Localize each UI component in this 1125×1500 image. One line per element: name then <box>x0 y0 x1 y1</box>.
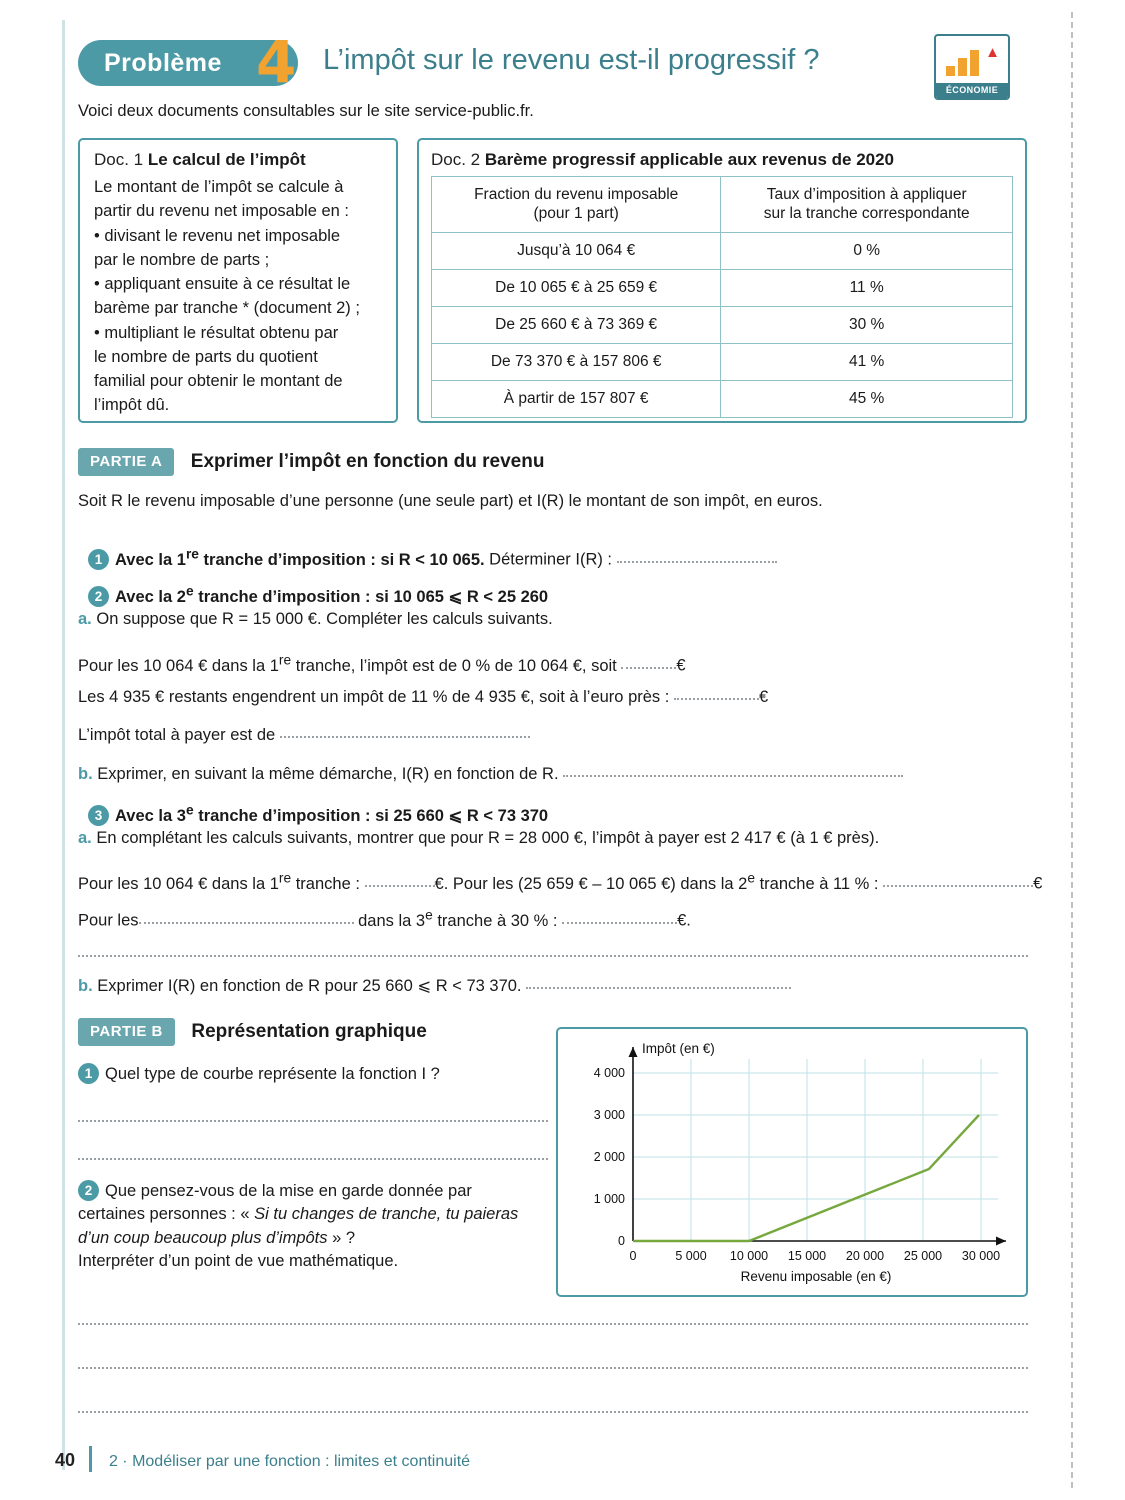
table-header-fraction-line1: Fraction du revenu imposable <box>474 186 679 203</box>
calc-line-5-c: €. <box>677 911 691 930</box>
answer-blank[interactable] <box>883 885 1033 887</box>
svg-text:2 000: 2 000 <box>593 1150 625 1164</box>
doc1-line: • divisant le revenu net imposable <box>94 226 341 245</box>
cell-fraction: De 25 660 € à 73 369 € <box>432 306 721 343</box>
doc1-line: par le nombre de parts ; <box>94 250 270 269</box>
question-b2-line3-italic: d’un coup beaucoup plus d’impôts <box>78 1228 328 1247</box>
partie-a-heading <box>78 448 1028 476</box>
svg-text:5 000: 5 000 <box>675 1249 707 1263</box>
answer-blank-line[interactable] <box>78 1158 548 1160</box>
footer-divider <box>89 1446 92 1472</box>
problem-number: 4 <box>256 28 297 96</box>
doc1-line: le nombre de parts du quotient <box>94 347 318 366</box>
footer-chapter-sep: · <box>122 1453 128 1470</box>
calc-line-1-text: Pour les 10 064 € dans la 1re tranche, l’impôt est de 0 % de 10 064 €, soit <box>78 652 617 675</box>
svg-text:0: 0 <box>629 1249 637 1263</box>
question-a3 <box>88 800 548 828</box>
svg-text:20 000: 20 000 <box>845 1249 885 1263</box>
calc-line-3-text: L’impôt total à payer est de <box>78 726 276 744</box>
cell-taux: 11 % <box>721 269 1013 306</box>
answer-blank-line[interactable] <box>78 955 1028 957</box>
question-b2-line3-post: » ? <box>327 1228 356 1247</box>
doc1-label: Doc. 1 <box>94 150 144 169</box>
economie-badge-label: ÉCONOMIE <box>936 83 1008 98</box>
table-header-row <box>432 177 1013 233</box>
page-title: L’impôt sur le revenu est-il progressif ? <box>323 44 820 76</box>
sub-label-b: b. <box>78 977 93 995</box>
answer-blank-line[interactable] <box>78 1411 1028 1413</box>
question-number: 2 <box>78 1180 99 1201</box>
calc-line-5-a: Pour les <box>78 911 139 930</box>
calc-line-1-unit: € <box>676 656 686 675</box>
x-axis-arrow <box>996 1237 1006 1246</box>
doc2-box <box>417 138 1027 423</box>
question-a3a <box>78 827 879 851</box>
question-number: 1 <box>78 1063 99 1084</box>
table-row <box>432 269 1013 306</box>
doc2-label: Doc. 2 <box>431 150 481 169</box>
cell-fraction: Jusqu’à 10 064 € <box>432 232 721 269</box>
svg-text:4 000: 4 000 <box>593 1066 625 1080</box>
question-a3a-text: En complétant les calculs suivants, montrer que pour R = 28 000 €, l’impôt à payer est 2 417 € (à 1 € près). <box>96 829 880 847</box>
answer-blank[interactable] <box>280 736 530 738</box>
answer-blank[interactable] <box>617 561 777 563</box>
page-footer <box>55 1446 470 1472</box>
doc1-box <box>78 138 398 423</box>
question-a2a <box>78 608 553 632</box>
sub-label-a: a. <box>78 829 92 847</box>
cell-taux: 30 % <box>721 306 1013 343</box>
doc1-line: familial pour obtenir le montant de <box>94 372 343 391</box>
sub-label-a: a. <box>78 610 92 628</box>
doc1-line: • appliquant ensuite à ce résultat le <box>94 275 351 294</box>
doc1-title: Le calcul de l’impôt <box>147 150 306 169</box>
calc-line-2-text: Les 4 935 € restants engendrent un impôt de 11 % de 4 935 €, soit à l’euro près : <box>78 688 670 706</box>
table-row <box>432 343 1013 380</box>
calc-line-4 <box>78 868 1042 896</box>
problem-header <box>78 28 1028 96</box>
calc-line-1 <box>78 650 686 678</box>
question-a1-rest: Déterminer I(R) : <box>489 550 613 569</box>
doc1-line: Le montant de l’impôt se calcule à <box>94 178 344 196</box>
question-a3b-text: Exprimer I(R) en fonction de R pour 25 660 ⩽ R < 73 370. <box>97 977 522 995</box>
calc-line-5-b: dans la 3e tranche à 30 % : <box>358 907 558 930</box>
doc2-title: Barème progressif applicable aux revenus de 2020 <box>484 150 895 169</box>
answer-blank-line[interactable] <box>78 1367 1028 1369</box>
table-header-taux-line1: Taux d’imposition à appliquer <box>766 186 967 203</box>
question-number: 1 <box>88 549 109 570</box>
y-tick-labels <box>594 1066 625 1248</box>
chart-container <box>556 1027 1028 1297</box>
svg-text:1 000: 1 000 <box>593 1192 625 1206</box>
page-number: 40 <box>55 1450 76 1470</box>
left-rule-decoration <box>62 20 65 1470</box>
answer-blank[interactable] <box>365 885 435 887</box>
footer-chapter-title: Modéliser par une fonction : limites et continuité <box>132 1453 471 1470</box>
intro-text: Voici deux documents consultables sur le site service-public.fr. <box>78 102 534 120</box>
question-a2a-text: On suppose que R = 15 000 €. Compléter les calculs suivants. <box>96 610 553 628</box>
question-b1-text: Quel type de courbe représente la fonction I ? <box>105 1065 440 1083</box>
answer-blank[interactable] <box>562 922 677 924</box>
bar-chart-icon <box>946 50 982 76</box>
doc1-line: barème par tranche * (document 2) ; <box>94 299 360 318</box>
table-row <box>432 232 1013 269</box>
cell-taux: 0 % <box>721 232 1013 269</box>
question-a2-bold: Avec la 2e tranche d’imposition : si 10 065 ⩽ R < 25 260 <box>115 583 549 606</box>
right-dashed-rule <box>1071 12 1073 1488</box>
table-header-fraction-line2: (pour 1 part) <box>533 205 619 223</box>
question-b2-line2-pre: certaines personnes : « <box>78 1205 255 1224</box>
question-a3b <box>78 975 791 999</box>
sub-label-b: b. <box>78 765 93 783</box>
question-a2b <box>78 763 903 787</box>
doc1-heading <box>94 150 382 170</box>
trend-arrow-icon: ▲ <box>985 44 1000 61</box>
answer-blank[interactable] <box>139 922 354 924</box>
y-axis-arrow <box>629 1047 638 1057</box>
economie-badge <box>934 34 1010 100</box>
question-a2 <box>88 581 548 609</box>
calc-line-2 <box>78 686 768 710</box>
question-b2-line2-italic: Si tu changes de tranche, tu paieras <box>254 1205 519 1224</box>
answer-blank[interactable] <box>674 698 759 700</box>
question-a1-bold: Avec la 1re tranche d’imposition : si R < 10 065. <box>115 546 485 569</box>
table-row <box>432 306 1013 343</box>
table-header-taux-line2: sur la tranche correspondante <box>763 205 970 223</box>
calc-line-2-unit: € <box>758 688 769 706</box>
calc-line-5 <box>78 905 691 933</box>
svg-text:3 000: 3 000 <box>593 1108 625 1122</box>
calc-line-4-c: € <box>1033 874 1043 893</box>
table-header-taux <box>721 177 1013 233</box>
answer-blank-line[interactable] <box>78 1120 548 1122</box>
partie-b-tag: PARTIE B <box>78 1018 175 1046</box>
cell-taux: 45 % <box>721 380 1013 417</box>
cell-fraction: À partir de 157 807 € <box>432 380 721 417</box>
doc1-line: • multipliant le résultat obtenu par <box>94 323 339 342</box>
question-a3-bold: Avec la 3e tranche d’imposition : si 25 660 ⩽ R < 73 370 <box>115 802 549 825</box>
answer-blank[interactable] <box>526 987 791 989</box>
svg-text:25 000: 25 000 <box>903 1249 943 1263</box>
x-tick-labels <box>630 1249 1001 1263</box>
cell-fraction: De 10 065 € à 25 659 € <box>432 269 721 306</box>
chart-series-line <box>633 1115 979 1241</box>
partie-b-title: Représentation graphique <box>191 1021 427 1042</box>
calc-line-4-b: €. Pour les (25 659 € – 10 065 €) dans la 2e tranche à 11 % : <box>434 870 879 893</box>
calc-line-4-a: Pour les 10 064 € dans la 1re tranche : <box>78 870 360 893</box>
question-a1 <box>88 544 777 572</box>
cell-taux: 41 % <box>721 343 1013 380</box>
question-b2 <box>78 1180 548 1274</box>
partie-b-heading <box>78 1018 578 1046</box>
question-a2b-text: Exprimer, en suivant la même démarche, I(R) en fonction de R. <box>97 765 559 783</box>
y-axis-label: Impôt (en €) <box>642 1041 715 1056</box>
table-row <box>432 380 1013 417</box>
impot-line-chart <box>558 1029 1026 1295</box>
table-header-fraction <box>432 177 721 233</box>
partie-a-tag: PARTIE A <box>78 448 174 476</box>
doc2-heading <box>431 150 1013 170</box>
svg-text:15 000: 15 000 <box>787 1249 827 1263</box>
question-b2-line1: Que pensez-vous de la mise en garde donnée par <box>105 1182 472 1200</box>
question-number: 2 <box>88 586 109 607</box>
answer-blank[interactable] <box>621 667 676 669</box>
answer-blank[interactable] <box>563 775 903 777</box>
calc-line-3 <box>78 724 530 748</box>
x-axis-label: Revenu imposable (en €) <box>740 1269 892 1284</box>
doc1-line: l’impôt dû. <box>94 396 170 415</box>
svg-text:30 000: 30 000 <box>961 1249 1001 1263</box>
partie-a-intro: Soit R le revenu imposable d’une personne (une seule part) et I(R) le montant de son impôt, en euros. <box>78 492 823 510</box>
bareme-table <box>431 176 1013 418</box>
doc1-line: partir du revenu net imposable en : <box>94 202 349 221</box>
question-b2-line4: Interpréter d’un point de vue mathématique. <box>78 1252 399 1271</box>
svg-text:10 000: 10 000 <box>729 1249 769 1263</box>
cell-fraction: De 73 370 € à 157 806 € <box>432 343 721 380</box>
svg-text:0: 0 <box>618 1234 625 1248</box>
question-b1 <box>78 1063 548 1084</box>
question-number: 3 <box>88 805 109 826</box>
footer-chapter-number: 2 <box>108 1453 118 1470</box>
answer-blank-line[interactable] <box>78 1323 1028 1325</box>
partie-a-title: Exprimer l’impôt en fonction du revenu <box>190 451 545 472</box>
problem-badge-label: Problème <box>104 48 222 77</box>
